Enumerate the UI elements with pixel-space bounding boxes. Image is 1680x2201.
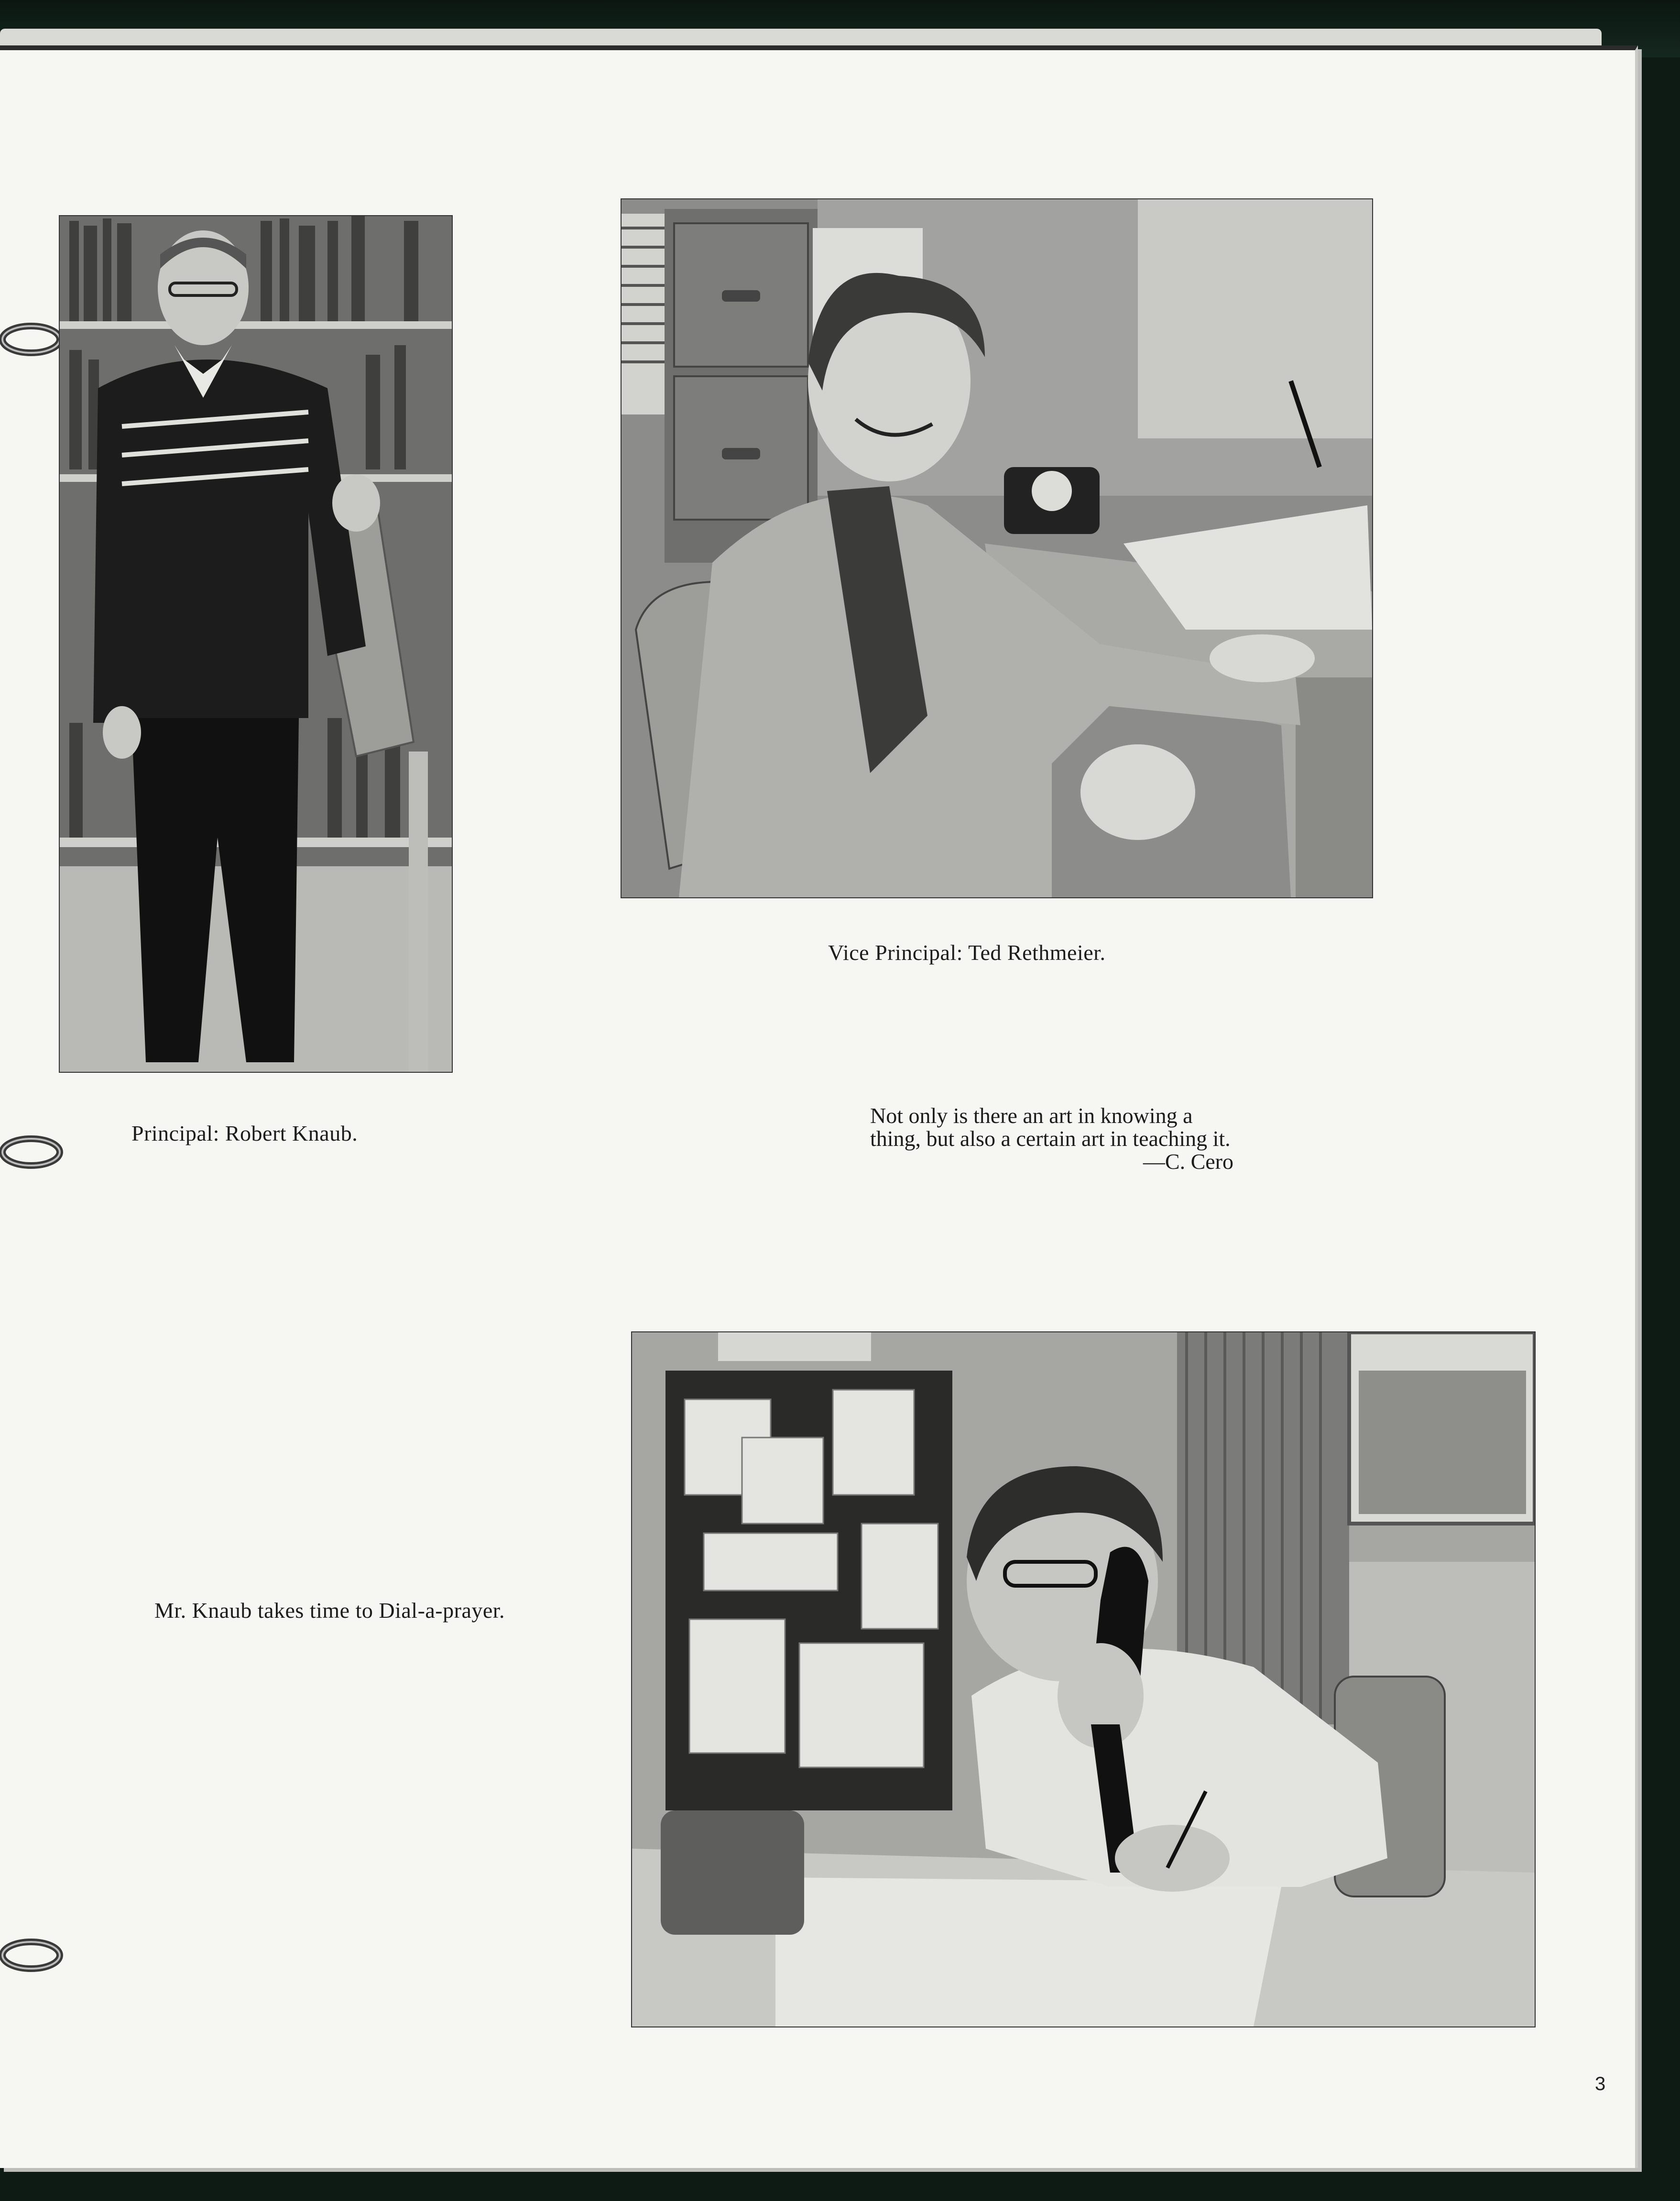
quote-text: Not only is there an art in knowing a thing, but also a certain art in teaching it.	[870, 1103, 1231, 1151]
binder-ring-icon	[0, 318, 67, 361]
quote-author: —C. Cero	[1143, 1149, 1233, 1174]
principal-photo	[59, 215, 453, 1073]
binder-ring-icon	[0, 1934, 67, 1977]
principal-caption: Principal: Robert Knaub.	[131, 1121, 358, 1145]
yearbook-page	[0, 45, 1638, 2168]
binder-ring-icon	[0, 1131, 67, 1174]
dial-a-prayer-photo	[631, 1331, 1536, 2027]
page-number: 3	[1595, 2073, 1606, 2094]
vice-principal-photo	[621, 198, 1373, 898]
teaching-quote	[870, 1104, 1233, 1173]
dial-a-prayer-caption: Mr. Knaub takes time to Dial-a-prayer.	[154, 1598, 505, 1623]
vice-principal-caption: Vice Principal: Ted Rethmeier.	[828, 940, 1106, 965]
